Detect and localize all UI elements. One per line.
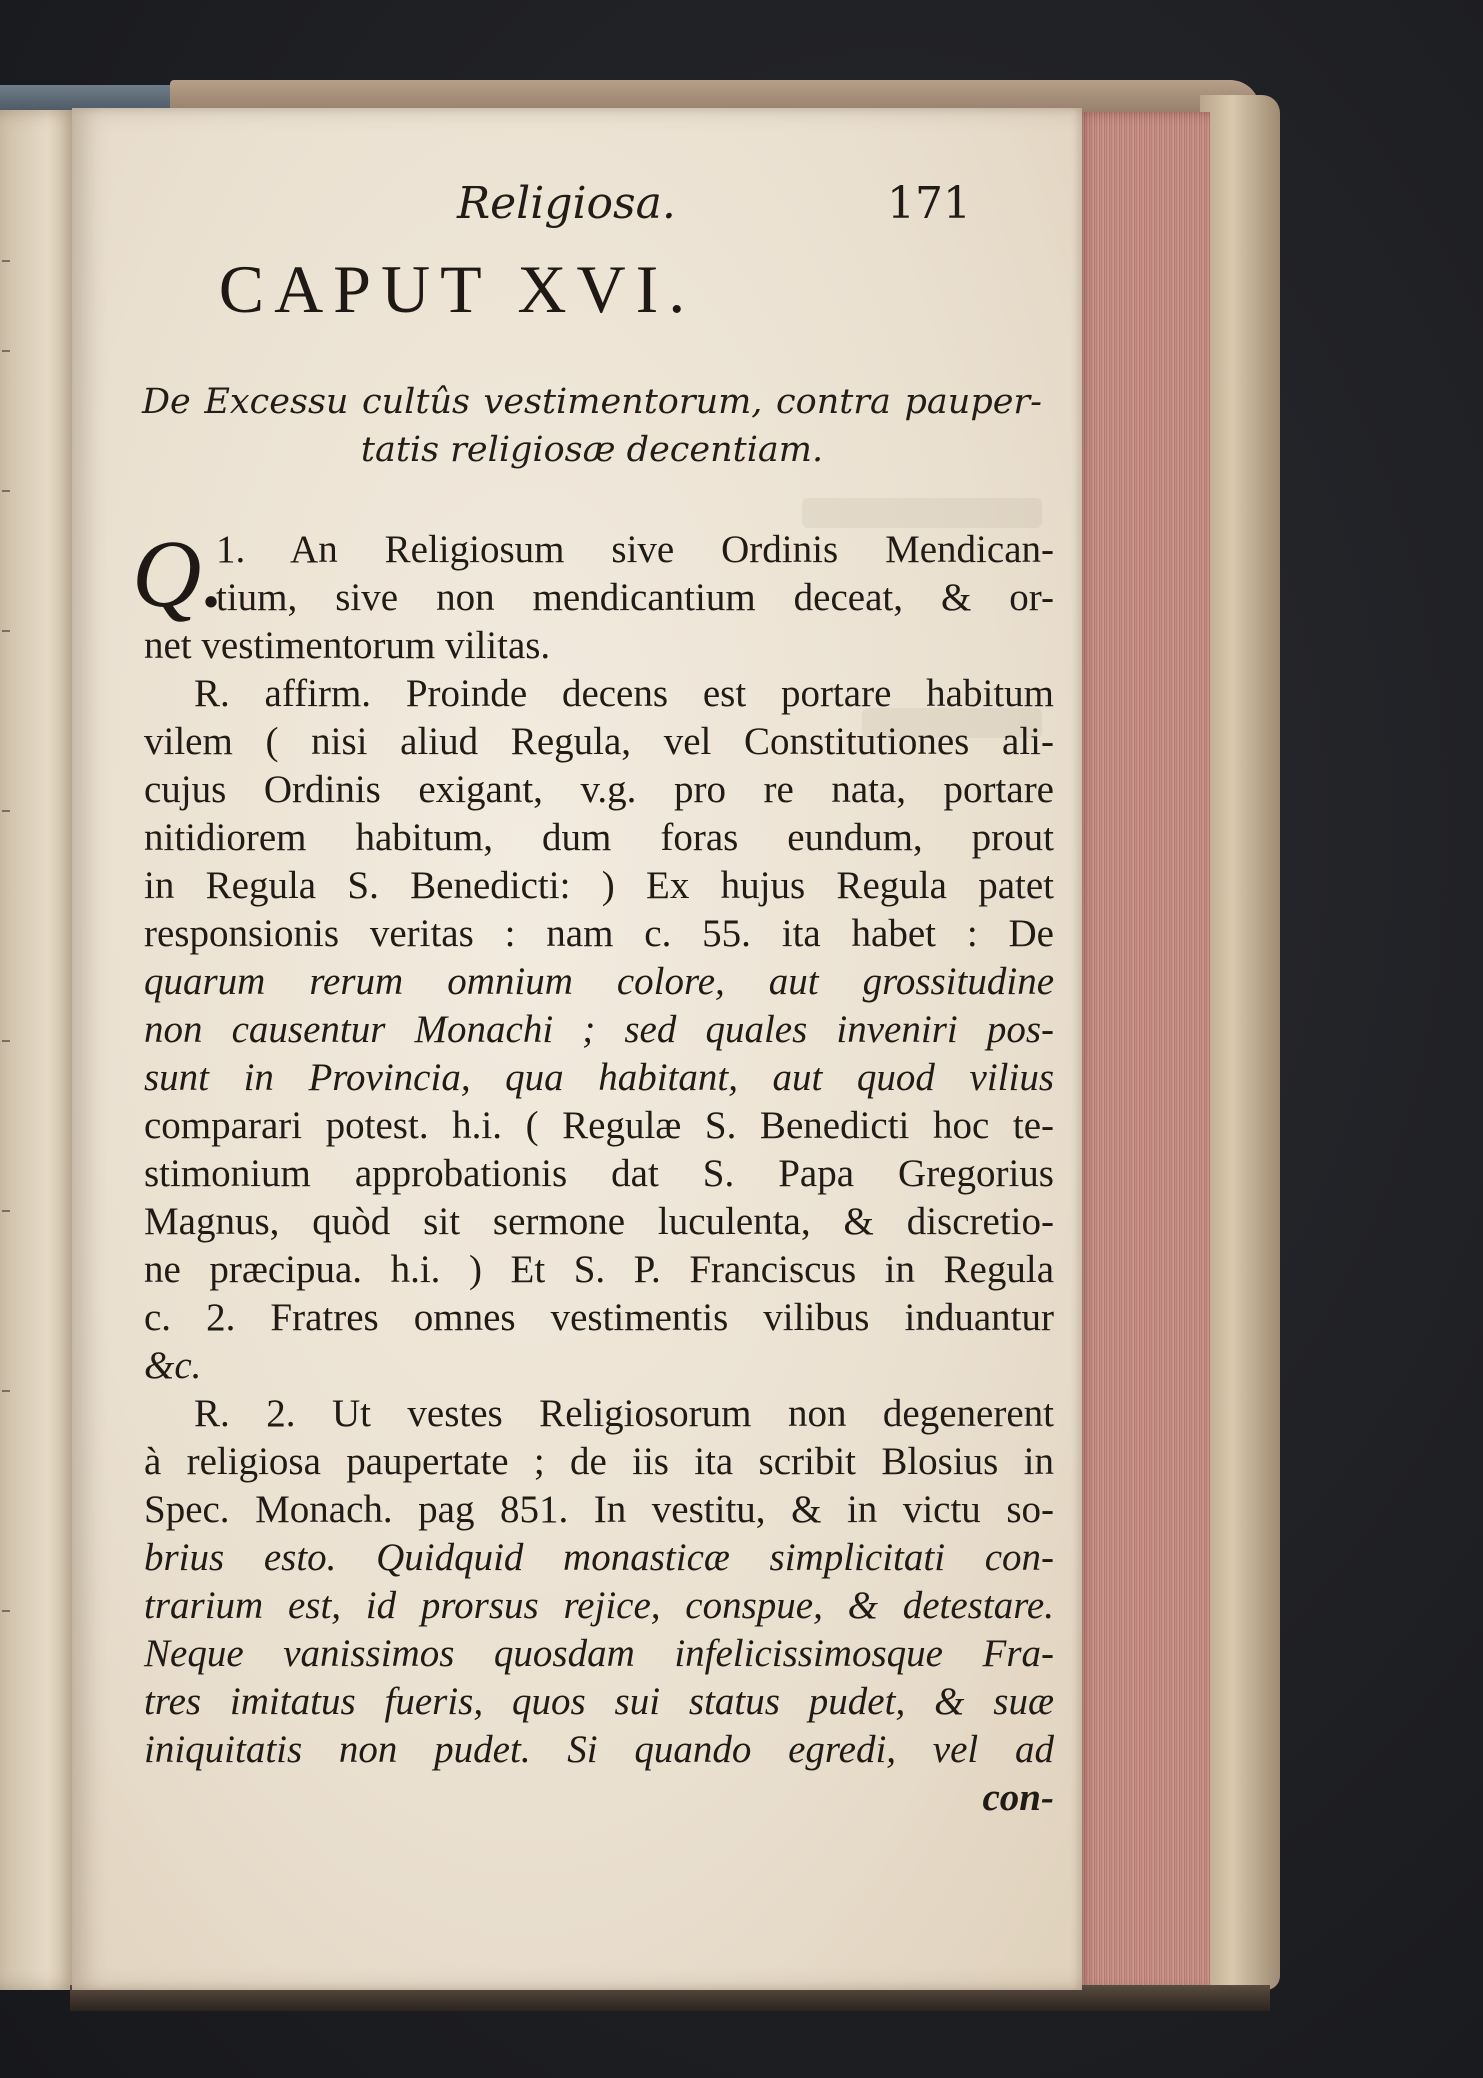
text-line: cujus Ordinis exigant, v.g. pro re nata, portare xyxy=(144,768,1054,811)
text-line: c. 2. Fratres omnes vestimentis vilibus induantur xyxy=(144,1296,1054,1339)
text-line: tres imitatus fueris, quos sui status pudet, & suæ xyxy=(144,1680,1054,1723)
text-line: quarum rerum omnium colore, aut grossitudine xyxy=(144,960,1054,1003)
subtitle-line: De Excessu cultûs vestimentorum, contra pauper- xyxy=(142,382,1042,422)
text-line: Neque vanissimos quosdam infelicissimosque Fra- xyxy=(144,1632,1054,1675)
text-line: vilem ( nisi aliud Regula, vel Constitutiones ali- xyxy=(144,720,1054,763)
text-line: comparari potest. h.i. ( Regulæ S. Benedicti hoc te- xyxy=(144,1104,1054,1147)
chapter-heading: CAPUT XVI. xyxy=(218,251,696,327)
text-line: net vestimentorum vilitas. xyxy=(144,624,551,667)
text-line: tium, sive non mendicantium deceat, & or- xyxy=(216,576,1054,619)
back-cover-board xyxy=(1200,95,1280,1990)
text-line: iniquitatis non pudet. Si quando egredi, vel ad xyxy=(144,1728,1054,1771)
text-line: ne præcipua. h.i. ) Et S. P. Franciscus in Regula xyxy=(144,1248,1054,1291)
text-line: responsionis veritas : nam c. 55. ita habet : De xyxy=(144,912,1054,955)
text-line: Magnus, quòd sit sermone luculenta, & discretio- xyxy=(144,1200,1054,1243)
body-text xyxy=(132,520,1054,1822)
text-line: &c. xyxy=(144,1344,202,1387)
left-page-edge xyxy=(0,110,78,1990)
text-line: brius esto. Quidquid monasticæ simplicitati con- xyxy=(144,1536,1054,1579)
running-title: Religiosa. xyxy=(457,178,676,229)
text-line: R. 2. Ut vestes Religiosorum non degenerent xyxy=(194,1392,1054,1435)
page-header xyxy=(72,178,1082,238)
response-paragraph-2 xyxy=(144,1390,1054,1822)
text-line: à religiosa paupertate ; de iis ita scribit Blosius in xyxy=(144,1440,1054,1483)
text-line: nitidiorem habitum, dum foras eundum, prout xyxy=(144,816,1054,859)
page-number: 171 xyxy=(887,178,971,229)
text-line: stimonium approbationis dat S. Papa Gregorius xyxy=(144,1152,1054,1195)
drop-cap: Q. xyxy=(132,520,226,627)
page-fore-edge xyxy=(1075,112,1210,1992)
subtitle-line: tatis religiosæ decentiam. xyxy=(360,430,824,470)
text-line: trarium est, id prorsus rejice, conspue, & detestare. xyxy=(144,1584,1054,1627)
text-line: sunt in Provincia, qua habitant, aut quod vilius xyxy=(144,1056,1054,1099)
chapter-subtitle xyxy=(142,378,1042,474)
catchword: con- xyxy=(982,1776,1054,1819)
show-through-mark xyxy=(802,498,1042,528)
response-paragraph-1 xyxy=(144,670,1054,1390)
text-line: 1. An Religiosum sive Ordinis Mendican- xyxy=(216,528,1054,571)
text-line: Spec. Monach. pag 851. In vestitu, & in victu so- xyxy=(144,1488,1054,1531)
text-line: R. affirm. Proinde decens est portare habitum xyxy=(194,672,1054,715)
text-line: non causentur Monachi ; sed quales inveniri pos- xyxy=(144,1008,1054,1051)
text-line: in Regula S. Benedicti: ) Ex hujus Regula patet xyxy=(144,864,1054,907)
question-paragraph xyxy=(132,520,1054,670)
recto-page xyxy=(72,108,1082,1990)
